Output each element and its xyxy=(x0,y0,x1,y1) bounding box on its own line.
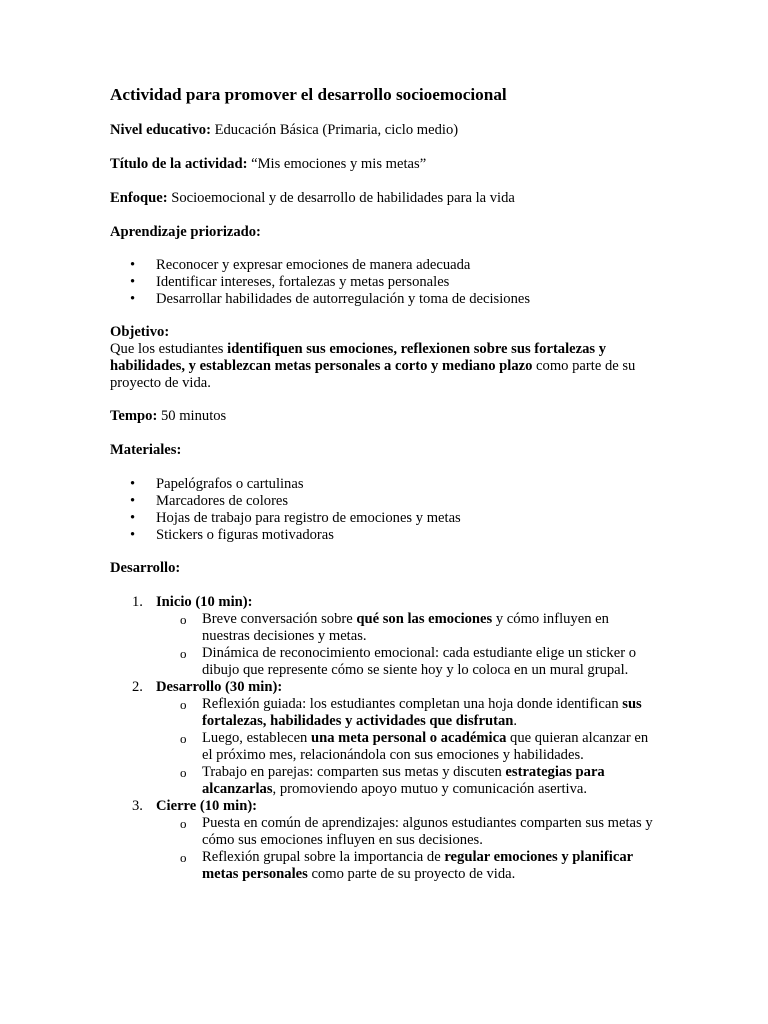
list-item: • Stickers o figuras motivadoras xyxy=(130,527,334,543)
materiales-list xyxy=(110,476,660,544)
step-title: Inicio (10 min): xyxy=(156,594,253,610)
list-item: o Trabajo en parejas: comparten sus metas y discuten estrategias para alcanzarlas, promoviendo apoyo mutuo y comunicación asertiva. xyxy=(180,764,605,797)
step-inicio xyxy=(110,594,660,679)
list-item: o Breve conversación sobre qué son las emociones y cómo influyen en nuestras decisiones y metas. xyxy=(180,611,609,644)
desarrollo-steps xyxy=(110,594,660,883)
bullet-icon: • xyxy=(130,274,136,290)
titulo-label: Título de la actividad: xyxy=(110,156,248,172)
sub-list xyxy=(156,696,660,798)
titulo-value: “Mis emociones y mis metas” xyxy=(247,156,427,172)
list-item: • Reconocer y expresar emociones de manera adecuada xyxy=(130,257,471,273)
tempo-label: Tempo: xyxy=(110,408,158,424)
list-item: o Reflexión guiada: los estudiantes completan una hoja donde identifican sus fortalezas, habilidades y actividades que disfrutan. xyxy=(180,696,642,729)
desarrollo-heading: Desarrollo: xyxy=(110,560,181,576)
list-item: • Hojas de trabajo para registro de emociones y metas xyxy=(130,510,461,526)
objetivo-text: Que los estudiantes identifiquen sus emociones, reflexionen sobre sus fortalezas y habilidades, y establezcan metas personales a corto y mediano plazo como parte de su proyecto de vida. xyxy=(110,341,636,391)
step-number: 1. xyxy=(132,594,143,610)
sub-list xyxy=(156,815,660,883)
enfoque-label: Enfoque: xyxy=(110,190,168,206)
step-cierre xyxy=(110,798,660,883)
circle-bullet-icon: o xyxy=(180,765,187,780)
list-item: o Reflexión grupal sobre la importancia de regular emociones y planificar metas personales como parte de su proyecto de vida. xyxy=(180,849,633,882)
nivel-line xyxy=(110,122,458,139)
bullet-icon: • xyxy=(130,291,136,307)
list-item: • Marcadores de colores xyxy=(130,493,289,509)
titulo-line xyxy=(110,156,426,173)
list-item: • Identificar intereses, fortalezas y metas personales xyxy=(130,274,450,290)
list-item: o Dinámica de reconocimiento emocional: cada estudiante elige un sticker o dibujo que represente cómo se siente hoy y lo coloca en un mural grupal. xyxy=(180,645,636,678)
bullet-icon: • xyxy=(130,510,136,526)
list-item: • Papelógrafos o cartulinas xyxy=(130,476,304,492)
sub-list xyxy=(156,611,660,679)
tempo-value: 50 minutos xyxy=(157,408,227,424)
list-item: • Desarrollar habilidades de autorregulación y toma de decisiones xyxy=(130,291,531,307)
bullet-icon: • xyxy=(130,476,136,492)
enfoque-value: Socioemocional y de desarrollo de habilidades para la vida xyxy=(167,190,515,206)
circle-bullet-icon: o xyxy=(180,697,187,712)
aprendizaje-list xyxy=(110,257,660,308)
step-title: Desarrollo (30 min): xyxy=(156,679,283,695)
circle-bullet-icon: o xyxy=(180,731,187,746)
nivel-value: Educación Básica (Primaria, ciclo medio) xyxy=(210,122,459,138)
list-item: o Luego, establecen una meta personal o académica que quieran alcanzar en el próximo mes, relacionándola con sus emociones y habilidades. xyxy=(180,730,649,763)
step-title: Cierre (10 min): xyxy=(156,798,258,814)
step-number: 3. xyxy=(132,798,143,814)
list-item: o Puesta en común de aprendizajes: algunos estudiantes comparten sus metas y cómo sus emociones influyen en sus decisiones. xyxy=(180,815,653,848)
bullet-icon: • xyxy=(130,257,136,273)
circle-bullet-icon: o xyxy=(180,816,187,831)
circle-bullet-icon: o xyxy=(180,850,187,865)
step-desarrollo xyxy=(110,679,660,798)
circle-bullet-icon: o xyxy=(180,646,187,661)
tempo-line xyxy=(110,408,226,425)
materiales-heading: Materiales: xyxy=(110,442,182,458)
enfoque-line xyxy=(110,190,515,207)
bullet-icon: • xyxy=(130,493,136,509)
objetivo-heading: Objetivo: xyxy=(110,324,170,340)
nivel-label: Nivel educativo: xyxy=(110,122,211,138)
document-title: Actividad para promover el desarrollo socioemocional xyxy=(110,85,507,104)
circle-bullet-icon: o xyxy=(180,612,187,627)
aprendizaje-heading: Aprendizaje priorizado: xyxy=(110,224,261,240)
bullet-icon: • xyxy=(130,527,136,543)
step-number: 2. xyxy=(132,679,143,695)
